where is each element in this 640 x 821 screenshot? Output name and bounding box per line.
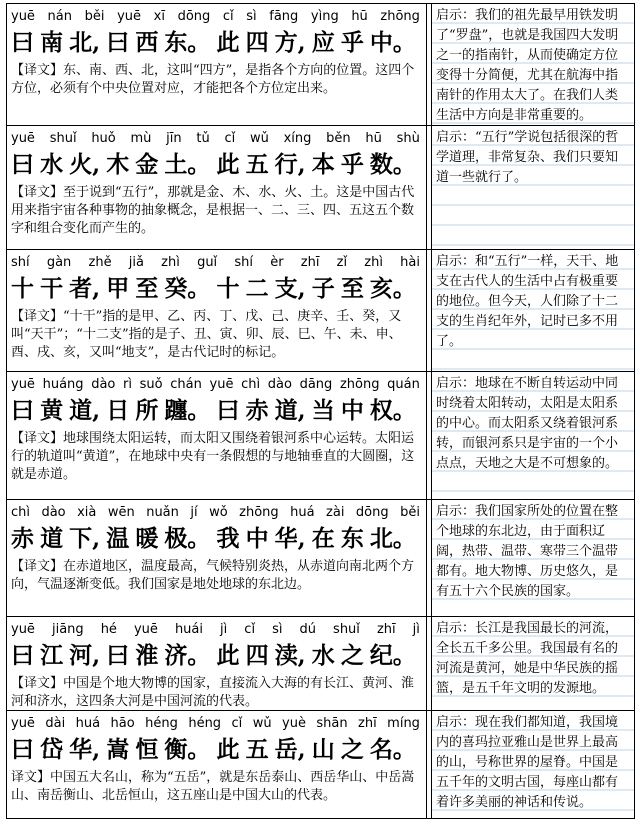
pinyin-syllable: nuǎn xyxy=(146,505,179,520)
pinyin-syllable: yuē xyxy=(11,622,35,637)
pinyin-syllable: gàn xyxy=(46,255,72,270)
pinyin-line xyxy=(11,503,422,522)
pinyin-syllable: huáng xyxy=(42,377,84,392)
verse-glyph: 河, xyxy=(69,642,101,669)
verse-cell xyxy=(7,126,427,249)
verse-line xyxy=(11,639,422,673)
verse-glyph: 纪。 xyxy=(369,642,416,669)
verse-glyph: 曰 xyxy=(11,397,34,424)
lesson-row xyxy=(7,617,635,711)
verse-glyph: 所 xyxy=(135,397,159,424)
verse-glyph: 日 xyxy=(106,397,130,424)
hint-text: 启示：我们的祖先最早用铁发明了“罗盘”，也就是我国四大发明之一的指南针，从而使确定方位变得十分简便，尤其在航海中指南针的作用太大了。在我们人类生活中方向是非常重要的。 xyxy=(436,8,619,123)
pinyin-syllable: dào xyxy=(267,377,292,392)
verse-glyph: 金 xyxy=(135,151,159,178)
verse-glyph: 黄 xyxy=(40,397,64,424)
lesson-row xyxy=(7,126,635,250)
hint-cell xyxy=(431,500,635,616)
pinyin-syllable: zhī xyxy=(376,622,396,637)
pinyin-syllable: xià xyxy=(77,505,97,520)
verse-glyph: 中 xyxy=(340,397,364,424)
pinyin-syllable: guǐ xyxy=(197,255,218,270)
pinyin-syllable: cǐ xyxy=(244,622,256,637)
verse-glyph: 至 xyxy=(135,275,159,302)
verse-cell xyxy=(7,617,427,710)
verse-cell xyxy=(7,372,427,499)
verse-glyph: 四 xyxy=(245,29,269,56)
hint-cell xyxy=(431,4,635,125)
hint-text: 启示：“五行”学说包括很深的哲学道理，非常复杂、我们只要知道一些就行了。 xyxy=(436,130,619,185)
verse-cell xyxy=(7,500,427,616)
translation-text: 【译文】地球围绕太阳运转，而太阳又围绕着银河系中心运转。太阳运行的轨道叫“黄道”，在地球中央有一条假想的与地轴垂直的大圆圈，这就是赤道。 xyxy=(11,431,415,482)
verse-glyph: 此 xyxy=(216,736,240,763)
pinyin-syllable: míng xyxy=(387,716,420,731)
verse-glyph: 十 xyxy=(11,275,34,302)
pinyin-syllable: shí xyxy=(234,255,253,270)
verse-glyph: 在 xyxy=(311,525,335,552)
pinyin-syllable: shí xyxy=(11,255,30,270)
verse-glyph: 十 xyxy=(216,275,240,302)
verse-glyph: 曰 xyxy=(106,29,130,56)
verse-glyph: 乎 xyxy=(340,151,364,178)
pinyin-syllable: zhī xyxy=(300,255,320,270)
verse-glyph: 火, xyxy=(69,151,101,178)
pinyin-syllable: zǐ xyxy=(336,255,348,270)
verse-glyph: 道, xyxy=(274,397,306,424)
verse-glyph: 北。 xyxy=(369,525,416,552)
pinyin-syllable: wǒ xyxy=(209,505,228,520)
pinyin-syllable: zhī xyxy=(358,716,377,731)
verse-glyph: 躔。 xyxy=(164,397,211,424)
pinyin-syllable: zhōng xyxy=(339,377,380,392)
pinyin-syllable: huái xyxy=(174,622,203,637)
verse-glyph: 岳, xyxy=(274,736,306,763)
verse-glyph: 五 xyxy=(245,736,269,763)
pinyin-syllable: shuǐ xyxy=(333,622,360,637)
pinyin-syllable: zài xyxy=(326,505,345,520)
hint-cell xyxy=(431,126,635,249)
verse-line xyxy=(11,272,422,306)
verse-glyph: 者, xyxy=(69,275,101,302)
verse-glyph: 曰 xyxy=(11,151,34,178)
verse-cell xyxy=(7,4,427,125)
pinyin-syllable: yuē xyxy=(133,622,158,637)
verse-glyph: 东。 xyxy=(164,29,211,56)
verse-glyph: 济。 xyxy=(164,642,211,669)
pinyin-syllable: huǒ xyxy=(91,131,116,146)
pinyin-syllable: xī xyxy=(153,9,165,24)
pinyin-syllable: hū xyxy=(351,9,368,24)
pinyin-syllable: huá xyxy=(290,505,315,520)
pinyin-syllable: fāng xyxy=(269,9,299,24)
verse-glyph: 乎 xyxy=(340,29,364,56)
pinyin-syllable: zhì xyxy=(161,255,180,270)
verse-glyph: 江 xyxy=(40,642,64,669)
verse-glyph: 曰 xyxy=(216,397,240,424)
pinyin-syllable: dōng xyxy=(177,9,211,24)
verse-glyph: 此 xyxy=(216,642,240,669)
verse-glyph: 水 xyxy=(40,151,64,178)
verse-glyph: 曰 xyxy=(11,642,34,669)
verse-cell xyxy=(7,250,427,371)
hint-text: 启示：现在我们都知道，我国境内的喜玛拉亚雅山是世界上最高的山，号称世界的屋脊。中国是五千年的文明古国，每座山都有着许多美丽的神话和传说。 xyxy=(436,715,619,810)
pinyin-syllable: yuē xyxy=(11,716,35,731)
pinyin-syllable: zhōng xyxy=(239,505,279,520)
pinyin-line xyxy=(11,129,422,148)
verse-glyph: 下, xyxy=(69,525,101,552)
pinyin-syllable: wǔ xyxy=(249,131,269,146)
pinyin-syllable: shù xyxy=(396,131,420,146)
lesson-row xyxy=(7,711,635,819)
pinyin-syllable: tǔ xyxy=(196,131,210,146)
verse-glyph: 华, xyxy=(274,525,306,552)
lesson-row xyxy=(7,4,635,126)
verse-glyph: 中。 xyxy=(369,29,416,56)
lesson-row xyxy=(7,372,635,500)
pinyin-syllable: cǐ xyxy=(222,9,234,24)
verse-glyph: 子 xyxy=(311,275,335,302)
pinyin-syllable: hāo xyxy=(110,716,135,731)
verse-glyph: 温 xyxy=(106,525,130,552)
pinyin-syllable: yìng xyxy=(310,9,339,24)
verse-glyph: 当 xyxy=(311,397,335,424)
verse-glyph: 应 xyxy=(311,29,335,56)
verse-glyph: 土。 xyxy=(164,151,211,178)
pinyin-syllable: dài xyxy=(45,716,66,731)
pinyin-syllable: mù xyxy=(130,131,152,146)
pinyin-line xyxy=(11,7,422,26)
translation-text: 【译文】“十干”指的是甲、乙、丙、丁、戊、己、庚辛、壬、癸，又叫“天干”；“十二支”指的是子、丑、寅、卯、辰、巳、午、未、申、酉、戌、亥，又叫“地支”，是古代记时的标记。 xyxy=(11,309,402,360)
verse-glyph: 嵩 xyxy=(106,736,130,763)
pinyin-syllable: chán xyxy=(170,377,202,392)
verse-glyph: 数。 xyxy=(369,151,416,178)
verse-glyph: 曰 xyxy=(11,736,34,763)
translation-text: 【译文】在赤道地区，温度最高，气候特别炎热，从赤道向南北两个方向，气温逐渐变低。我们国家是地处地球的东北边。 xyxy=(11,559,415,592)
verse-glyph: 五 xyxy=(245,151,269,178)
verse-glyph: 行, xyxy=(274,151,306,178)
pinyin-line xyxy=(11,375,422,394)
verse-glyph: 华, xyxy=(69,736,101,763)
pinyin-line xyxy=(11,620,422,639)
translation-text: 【译文】东、南、西、北，这叫“四方”，是指各个方向的位置。这四个方位，必须有个中央位置对应，才能把各个方位定出来。 xyxy=(11,63,415,96)
hint-cell xyxy=(431,372,635,499)
pinyin-syllable: shuǐ xyxy=(49,131,77,146)
pinyin-syllable: rì xyxy=(123,377,132,392)
hint-text: 启示：地球在不断自转运动中同时绕着太阳转动，太阳是太阳系的中心。而太阳系又绕着银河系转，而银河系只是宇宙的一个小点点，天地之大是不可想象的。 xyxy=(436,376,619,471)
pinyin-syllable: jí xyxy=(190,505,198,520)
pinyin-syllable: yuē xyxy=(11,9,35,24)
verse-glyph: 此 xyxy=(216,151,240,178)
pinyin-syllable: hài xyxy=(400,255,420,270)
verse-glyph: 南 xyxy=(40,29,64,56)
verse-glyph: 渎, xyxy=(274,642,306,669)
pinyin-syllable: sì xyxy=(246,9,257,24)
verse-glyph: 癸。 xyxy=(164,275,211,302)
verse-glyph: 木 xyxy=(106,151,130,178)
pinyin-syllable: yuē xyxy=(117,9,142,24)
pinyin-syllable: xíng xyxy=(283,131,312,146)
pinyin-syllable: èr xyxy=(270,255,284,270)
pinyin-syllable: sì xyxy=(272,622,283,637)
pinyin-syllable: dōng xyxy=(355,505,389,520)
pinyin-syllable: shān xyxy=(316,716,348,731)
verse-line xyxy=(11,733,422,767)
verse-line xyxy=(11,148,422,182)
pinyin-syllable: zhōng xyxy=(380,9,420,24)
verse-glyph: 暖 xyxy=(135,525,159,552)
translation-text: 译文】中国五大名山，称为“五岳”，就是东岳泰山、西岳华山、中岳嵩山、南岳衡山、北岳恒山，这五座山是中国大山的代表。 xyxy=(11,770,415,803)
pinyin-syllable: zhě xyxy=(88,255,112,270)
pinyin-syllable: huá xyxy=(75,716,101,731)
verse-glyph: 北, xyxy=(69,29,101,56)
pinyin-syllable: jīn xyxy=(166,131,182,146)
pinyin-syllable: zhì xyxy=(364,255,383,270)
pinyin-syllable: wēn xyxy=(107,505,135,520)
verse-glyph: 恒 xyxy=(135,736,159,763)
verse-glyph: 道, xyxy=(69,397,101,424)
pinyin-syllable: cǐ xyxy=(224,131,236,146)
pinyin-syllable: yuē xyxy=(11,131,35,146)
lesson-row xyxy=(7,250,635,372)
verse-glyph: 赤 xyxy=(11,525,34,552)
pinyin-syllable: dào xyxy=(91,377,116,392)
pinyin-syllable: jì xyxy=(220,622,228,637)
verse-glyph: 支, xyxy=(274,275,306,302)
verse-glyph: 之 xyxy=(340,642,364,669)
hint-text: 启示：我们国家所处的位置在整个地球的东北边，由于面积辽阔，热带、温带、寒带三个温带都有。地大物博、历史悠久，是有五十六个民族的国家。 xyxy=(436,504,619,599)
pinyin-syllable: chì xyxy=(11,505,30,520)
verse-glyph: 山 xyxy=(311,736,335,763)
hint-cell xyxy=(431,711,635,818)
pinyin-syllable: jì xyxy=(412,622,420,637)
verse-glyph: 衡。 xyxy=(164,736,211,763)
pinyin-line xyxy=(11,714,422,733)
verse-glyph: 名。 xyxy=(369,736,416,763)
pinyin-syllable: běi xyxy=(84,9,105,24)
verse-glyph: 淮 xyxy=(135,642,159,669)
verse-glyph: 曰 xyxy=(11,29,34,56)
verse-glyph: 中 xyxy=(245,525,269,552)
pinyin-syllable: yuè xyxy=(282,716,306,731)
verse-glyph: 曰 xyxy=(106,642,130,669)
hint-cell xyxy=(431,250,635,371)
pinyin-syllable: dāng xyxy=(299,377,333,392)
hint-text: 启示：长江是我国最长的河流，全长五千多公里。我国最有名的河流是黄河，她是中华民族的摇篮，是五千年文明的发源地。 xyxy=(436,621,619,696)
hint-text: 启示：和“五行”一样，天干、地支在古代人的生活中占有极重要的地位。但今天，人们除了十二支的生肖纪年外，记时已多不用了。 xyxy=(436,254,619,349)
verse-line xyxy=(11,26,422,60)
verse-glyph: 权。 xyxy=(369,397,416,424)
verse-glyph: 至 xyxy=(340,275,364,302)
pinyin-syllable: quán xyxy=(387,377,420,392)
pinyin-syllable: chì xyxy=(241,377,261,392)
verse-line xyxy=(11,522,422,556)
verse-glyph: 方, xyxy=(274,29,306,56)
verse-glyph: 岱 xyxy=(40,736,64,763)
verse-glyph: 水 xyxy=(311,642,335,669)
lesson-table xyxy=(6,3,635,819)
hint-cell xyxy=(431,617,635,710)
pinyin-syllable: jiāng xyxy=(51,622,84,637)
verse-glyph: 甲 xyxy=(106,275,130,302)
verse-glyph: 我 xyxy=(216,525,240,552)
pinyin-line xyxy=(11,253,422,272)
pinyin-syllable: héng xyxy=(145,716,178,731)
pinyin-syllable: běi xyxy=(400,505,420,520)
verse-glyph: 此 xyxy=(216,29,240,56)
pinyin-syllable: jiǎ xyxy=(128,255,144,270)
verse-glyph: 赤 xyxy=(245,397,269,424)
verse-glyph: 本 xyxy=(311,151,335,178)
pinyin-syllable: yuē xyxy=(11,377,35,392)
verse-glyph: 极。 xyxy=(164,525,211,552)
verse-glyph: 四 xyxy=(245,642,269,669)
translation-text: 【译文】至于说到“五行”，那就是金、木、水、火、土。这是中国古代用来指宇宙各种事物的抽象概念，是根据一、二、三、四、五这五个数字和组合变化而产生的。 xyxy=(11,185,415,236)
verse-glyph: 东 xyxy=(340,525,364,552)
pinyin-syllable: běn xyxy=(326,131,351,146)
pinyin-syllable: suǒ xyxy=(139,377,163,392)
verse-glyph: 之 xyxy=(340,736,364,763)
verse-glyph: 道 xyxy=(40,525,64,552)
verse-glyph: 西 xyxy=(135,29,159,56)
pinyin-syllable: hé xyxy=(100,622,117,637)
lesson-row xyxy=(7,500,635,617)
pinyin-syllable: nán xyxy=(47,9,72,24)
verse-glyph: 亥。 xyxy=(369,275,416,302)
pinyin-syllable: hū xyxy=(365,131,382,146)
pinyin-syllable: dào xyxy=(41,505,66,520)
pinyin-syllable: cǐ xyxy=(231,716,243,731)
pinyin-syllable: héng xyxy=(188,716,222,731)
pinyin-syllable: yuē xyxy=(209,377,234,392)
translation-text: 【译文】中国是个地大物博的国家，直接流入大海的有长江、黄河、淮河和济水，这四条大河是中国河流的代表。 xyxy=(11,676,415,709)
verse-cell xyxy=(7,711,427,818)
verse-glyph: 二 xyxy=(245,275,269,302)
pinyin-syllable: dú xyxy=(299,622,317,637)
pinyin-syllable: wǔ xyxy=(252,716,272,731)
verse-glyph: 干 xyxy=(40,275,64,302)
verse-line xyxy=(11,394,422,428)
